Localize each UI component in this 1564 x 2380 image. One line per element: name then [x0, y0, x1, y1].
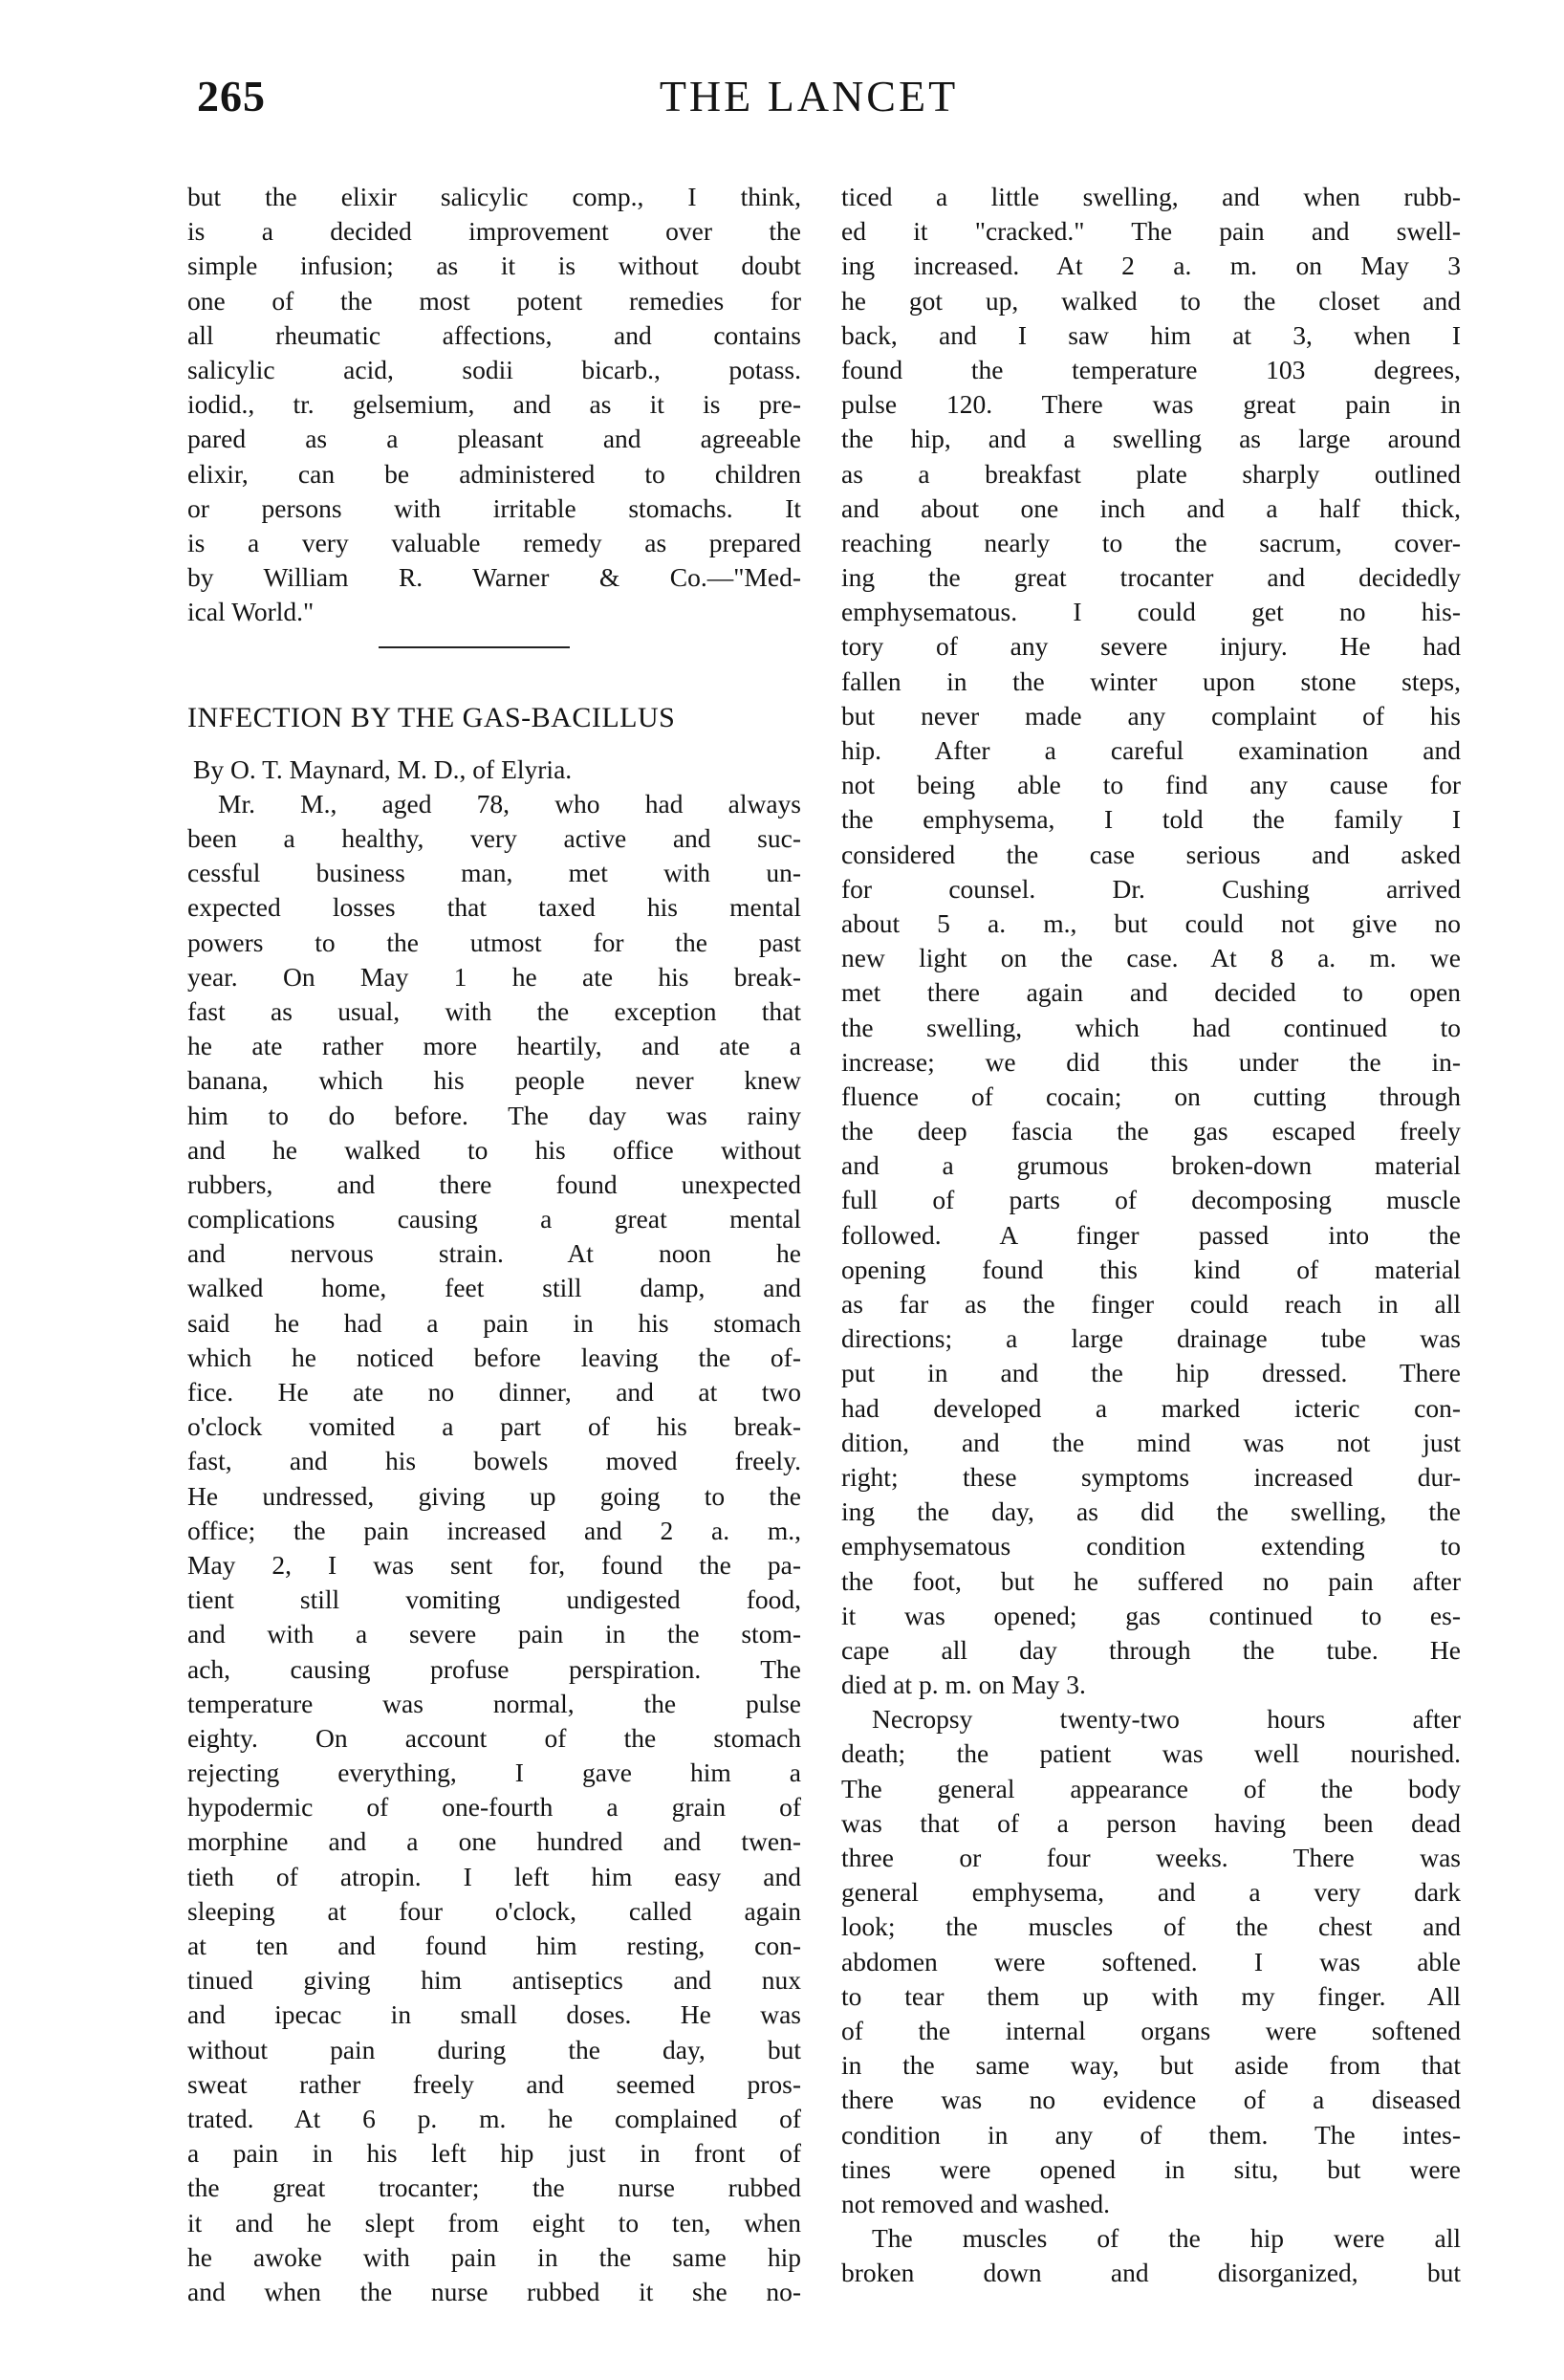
text-line: pulse 120. There was great pain in: [841, 389, 1461, 420]
text-line: year. On May 1 he ate his break-: [187, 961, 801, 992]
text-line: rejecting everything, I gave him a: [187, 1758, 801, 1788]
text-line: iodid., tr. gelsemium, and as it is pre-: [187, 389, 801, 420]
text-line: walked home, feet still damp, and: [187, 1273, 801, 1303]
text-line: fluence of cocain; on cutting through: [841, 1081, 1461, 1111]
text-line: ing increased. At 2 a. m. on May 3: [841, 251, 1461, 281]
text-line: hip. After a careful examination and: [841, 735, 1461, 765]
text-line: there was no evidence of a diseased: [841, 2085, 1461, 2115]
text-line: all rheumatic affections, and contains: [187, 319, 801, 350]
text-line: considered the case serious and asked: [841, 839, 1461, 869]
text-line: expected losses that taxed his mental: [187, 892, 801, 923]
text-line: elixir, can be administered to children: [187, 458, 801, 489]
text-line: found the temperature 103 degrees,: [841, 354, 1461, 384]
text-line: died at p. m. on May 3.: [841, 1670, 1086, 1700]
text-line: he got up, walked to the closet and: [841, 285, 1461, 316]
text-line: tory of any severe injury. He had: [841, 631, 1461, 662]
text-line: and nervous strain. At noon he: [187, 1238, 801, 1269]
text-line: he ate rather more heartily, and ate a: [187, 1031, 801, 1061]
text-line: one of the most potent remedies for: [187, 285, 801, 316]
text-line: right; these symptoms increased dur-: [841, 1461, 1461, 1492]
text-line: reaching nearly to the sacrum, cover-: [841, 527, 1461, 557]
text-line: as far as the finger could reach in all: [841, 1289, 1461, 1319]
text-line: at ten and found him resting, con-: [187, 1931, 801, 1960]
text-line: full of parts of decomposing muscle: [841, 1185, 1461, 1215]
text-line: him to do before. The day was rainy: [187, 1100, 801, 1130]
text-line: emphysematous condition extending to: [841, 1531, 1461, 1561]
text-line: sleeping at four o'clock, called again: [187, 1895, 801, 1926]
text-line: without pain during the day, but: [187, 2034, 801, 2064]
text-line: is a decided improvement over the: [187, 216, 801, 247]
text-line: increase; we did this under the in-: [841, 1046, 1461, 1077]
text-line: is a very valuable remedy as prepared: [187, 527, 801, 557]
article-title: INFECTION BY THE GAS-BACILLUS: [187, 701, 676, 733]
text-line: look; the muscles of the chest and: [841, 1911, 1461, 1942]
text-line: condition in any of them. The intes-: [841, 2119, 1461, 2150]
left-column: [187, 180, 801, 2309]
text-line: fast, and his bowels moved freely.: [187, 1446, 801, 1476]
journal-title: THE LANCET: [659, 72, 959, 120]
text-line: which he noticed before leaving the of-: [187, 1342, 801, 1372]
text-line: opening found this kind of material: [841, 1254, 1461, 1284]
text-line: back, and I saw him at 3, when I: [841, 319, 1461, 350]
text-line: office; the pain increased and 2 a. m.,: [187, 1515, 801, 1545]
text-line: by William R. Warner & Co.—"Med-: [187, 562, 801, 593]
text-line: the swelling, which had continued to: [841, 1012, 1461, 1042]
text-line: of the internal organs were softened: [841, 2015, 1461, 2045]
text-line: death; the patient was well nourished.: [841, 1738, 1461, 1769]
text-line: three or four weeks. There was: [841, 1843, 1461, 1872]
text-line: May 2, I was sent for, found the pa-: [187, 1549, 801, 1580]
text-line: and ipecac in small doses. He was: [187, 1999, 801, 2030]
text-line: ical World.": [187, 597, 315, 627]
text-line: tient still vomiting undigested food,: [187, 1584, 801, 1615]
text-line: tieth of atropin. I left him easy and: [187, 1861, 801, 1891]
text-line: rubbers, and there found unexpected: [187, 1168, 801, 1199]
text-line: tinued giving him antiseptics and nux: [187, 1965, 801, 1996]
text-line: He undressed, giving up going to the: [187, 1480, 801, 1511]
text-line: a pain in his left hip just in front of: [187, 2138, 801, 2169]
text-line: ach, causing profuse perspiration. The: [187, 1653, 801, 1684]
text-line: and a grumous broken-down material: [841, 1150, 1461, 1181]
text-line: it and he slept from eight to ten, when: [187, 2207, 801, 2238]
text-line: fast as usual, with the exception that: [187, 995, 801, 1026]
text-line: followed. A finger passed into the: [841, 1219, 1461, 1250]
text-line: general emphysema, and a very dark: [841, 1877, 1461, 1908]
text-line: ed it "cracked." The pain and swell-: [841, 216, 1461, 247]
text-line: The muscles of the hip were all: [872, 2223, 1461, 2254]
text-line: or persons with irritable stomachs. It: [187, 492, 801, 523]
text-line: and about one inch and a half thick,: [841, 492, 1461, 523]
text-line: had developed a marked icteric con-: [841, 1392, 1461, 1423]
text-line: pared as a pleasant and agreeable: [187, 424, 801, 454]
text-line: met there again and decided to open: [841, 977, 1461, 1008]
text-line: ticed a little swelling, and when rubb-: [841, 182, 1461, 211]
text-line: Necropsy twenty-two hours after: [872, 1704, 1461, 1735]
text-line: new light on the case. At 8 a. m. we: [841, 943, 1461, 973]
text-line: been a healthy, very active and suc-: [187, 823, 801, 853]
previous-article-ending: [187, 180, 801, 629]
text-line: salicylic acid, sodii bicarb., potass.: [187, 354, 801, 384]
article-separator: [187, 629, 801, 664]
text-line: broken down and disorganized, but: [841, 2258, 1461, 2288]
text-line: the emphysema, I told the family I: [841, 804, 1461, 835]
text-line: the deep fascia the gas escaped freely: [841, 1116, 1461, 1146]
text-line: but the elixir salicylic comp., I think,: [187, 182, 801, 211]
text-line: ing the day, as did the swelling, the: [841, 1496, 1461, 1527]
text-line: for counsel. Dr. Cushing arrived: [841, 873, 1461, 904]
text-line: said he had a pain in his stomach: [187, 1307, 801, 1338]
text-line: in the same way, but aside from that: [841, 2050, 1461, 2081]
text-line: it was opened; gas continued to es-: [841, 1600, 1461, 1630]
text-line: morphine and a one hundred and twen-: [187, 1826, 801, 1857]
text-line: not removed and washed.: [841, 2188, 1111, 2218]
article-body-left: [187, 787, 801, 2309]
text-line: fice. He ate no dinner, and at two: [187, 1377, 801, 1407]
text-line: trated. At 6 p. m. he complained of: [187, 2103, 801, 2133]
text-line: to tear them up with my finger. All: [841, 1980, 1461, 2011]
text-line: ing the great trocanter and decidedly: [841, 562, 1461, 593]
text-line: and when the nurse rubbed it she no-: [187, 2276, 801, 2306]
text-line: was that of a person having been dead: [841, 1807, 1461, 1838]
text-line: he awoke with pain in the same hip: [187, 2241, 801, 2272]
text-line: about 5 a. m., but could not give no: [841, 907, 1461, 938]
text-line: tines were opened in situ, but were: [841, 2153, 1461, 2184]
text-line: banana, which his people never knew: [187, 1065, 801, 1096]
text-line: temperature was normal, the pulse: [187, 1688, 801, 1718]
text-line: emphysematous. I could get no his-: [841, 597, 1461, 627]
text-line: not being able to find any cause for: [841, 770, 1461, 800]
text-line: hypodermic of one-fourth a grain of: [187, 1792, 801, 1823]
text-line: put in and the hip dressed. There: [841, 1358, 1461, 1388]
article-body-right: [841, 180, 1461, 2290]
text-line: directions; a large drainage tube was: [841, 1323, 1461, 1354]
text-line: powers to the utmost for the past: [187, 927, 801, 957]
text-line: The general appearance of the body: [841, 1773, 1461, 1803]
text-line: the hip, and a swelling as large around: [841, 424, 1461, 454]
text-line: as a breakfast plate sharply outlined: [841, 458, 1461, 489]
text-line: the foot, but he suffered no pain after: [841, 1565, 1461, 1596]
text-line: sweat rather freely and seemed pros-: [187, 2068, 801, 2099]
text-line: cessful business man, met with un-: [187, 858, 801, 888]
text-line: fallen in the winter upon stone steps,: [841, 666, 1461, 696]
text-line: Mr. M., aged 78, who had always: [218, 788, 801, 819]
text-line: eighty. On account of the stomach: [187, 1722, 801, 1753]
right-column: [841, 180, 1461, 2290]
text-line: cape all day through the tube. He: [841, 1634, 1461, 1665]
text-line: abdomen were softened. I was able: [841, 1946, 1461, 1976]
text-line: but never made any complaint of his: [841, 700, 1461, 731]
text-line: and with a severe pain in the stom-: [187, 1619, 801, 1649]
text-line: and he walked to his office without: [187, 1134, 801, 1165]
page-header: [0, 71, 1564, 138]
text-line: simple infusion; as it is without doubt: [187, 251, 801, 281]
article-byline: By O. T. Maynard, M. D., of Elyria.: [193, 753, 573, 784]
text-line: the great trocanter; the nurse rubbed: [187, 2173, 801, 2203]
text-line: dition, and the mind was not just: [841, 1427, 1461, 1457]
page-number: 265: [197, 72, 266, 120]
text-line: complications causing a great mental: [187, 1204, 801, 1234]
text-line: o'clock vomited a part of his break-: [187, 1411, 801, 1442]
